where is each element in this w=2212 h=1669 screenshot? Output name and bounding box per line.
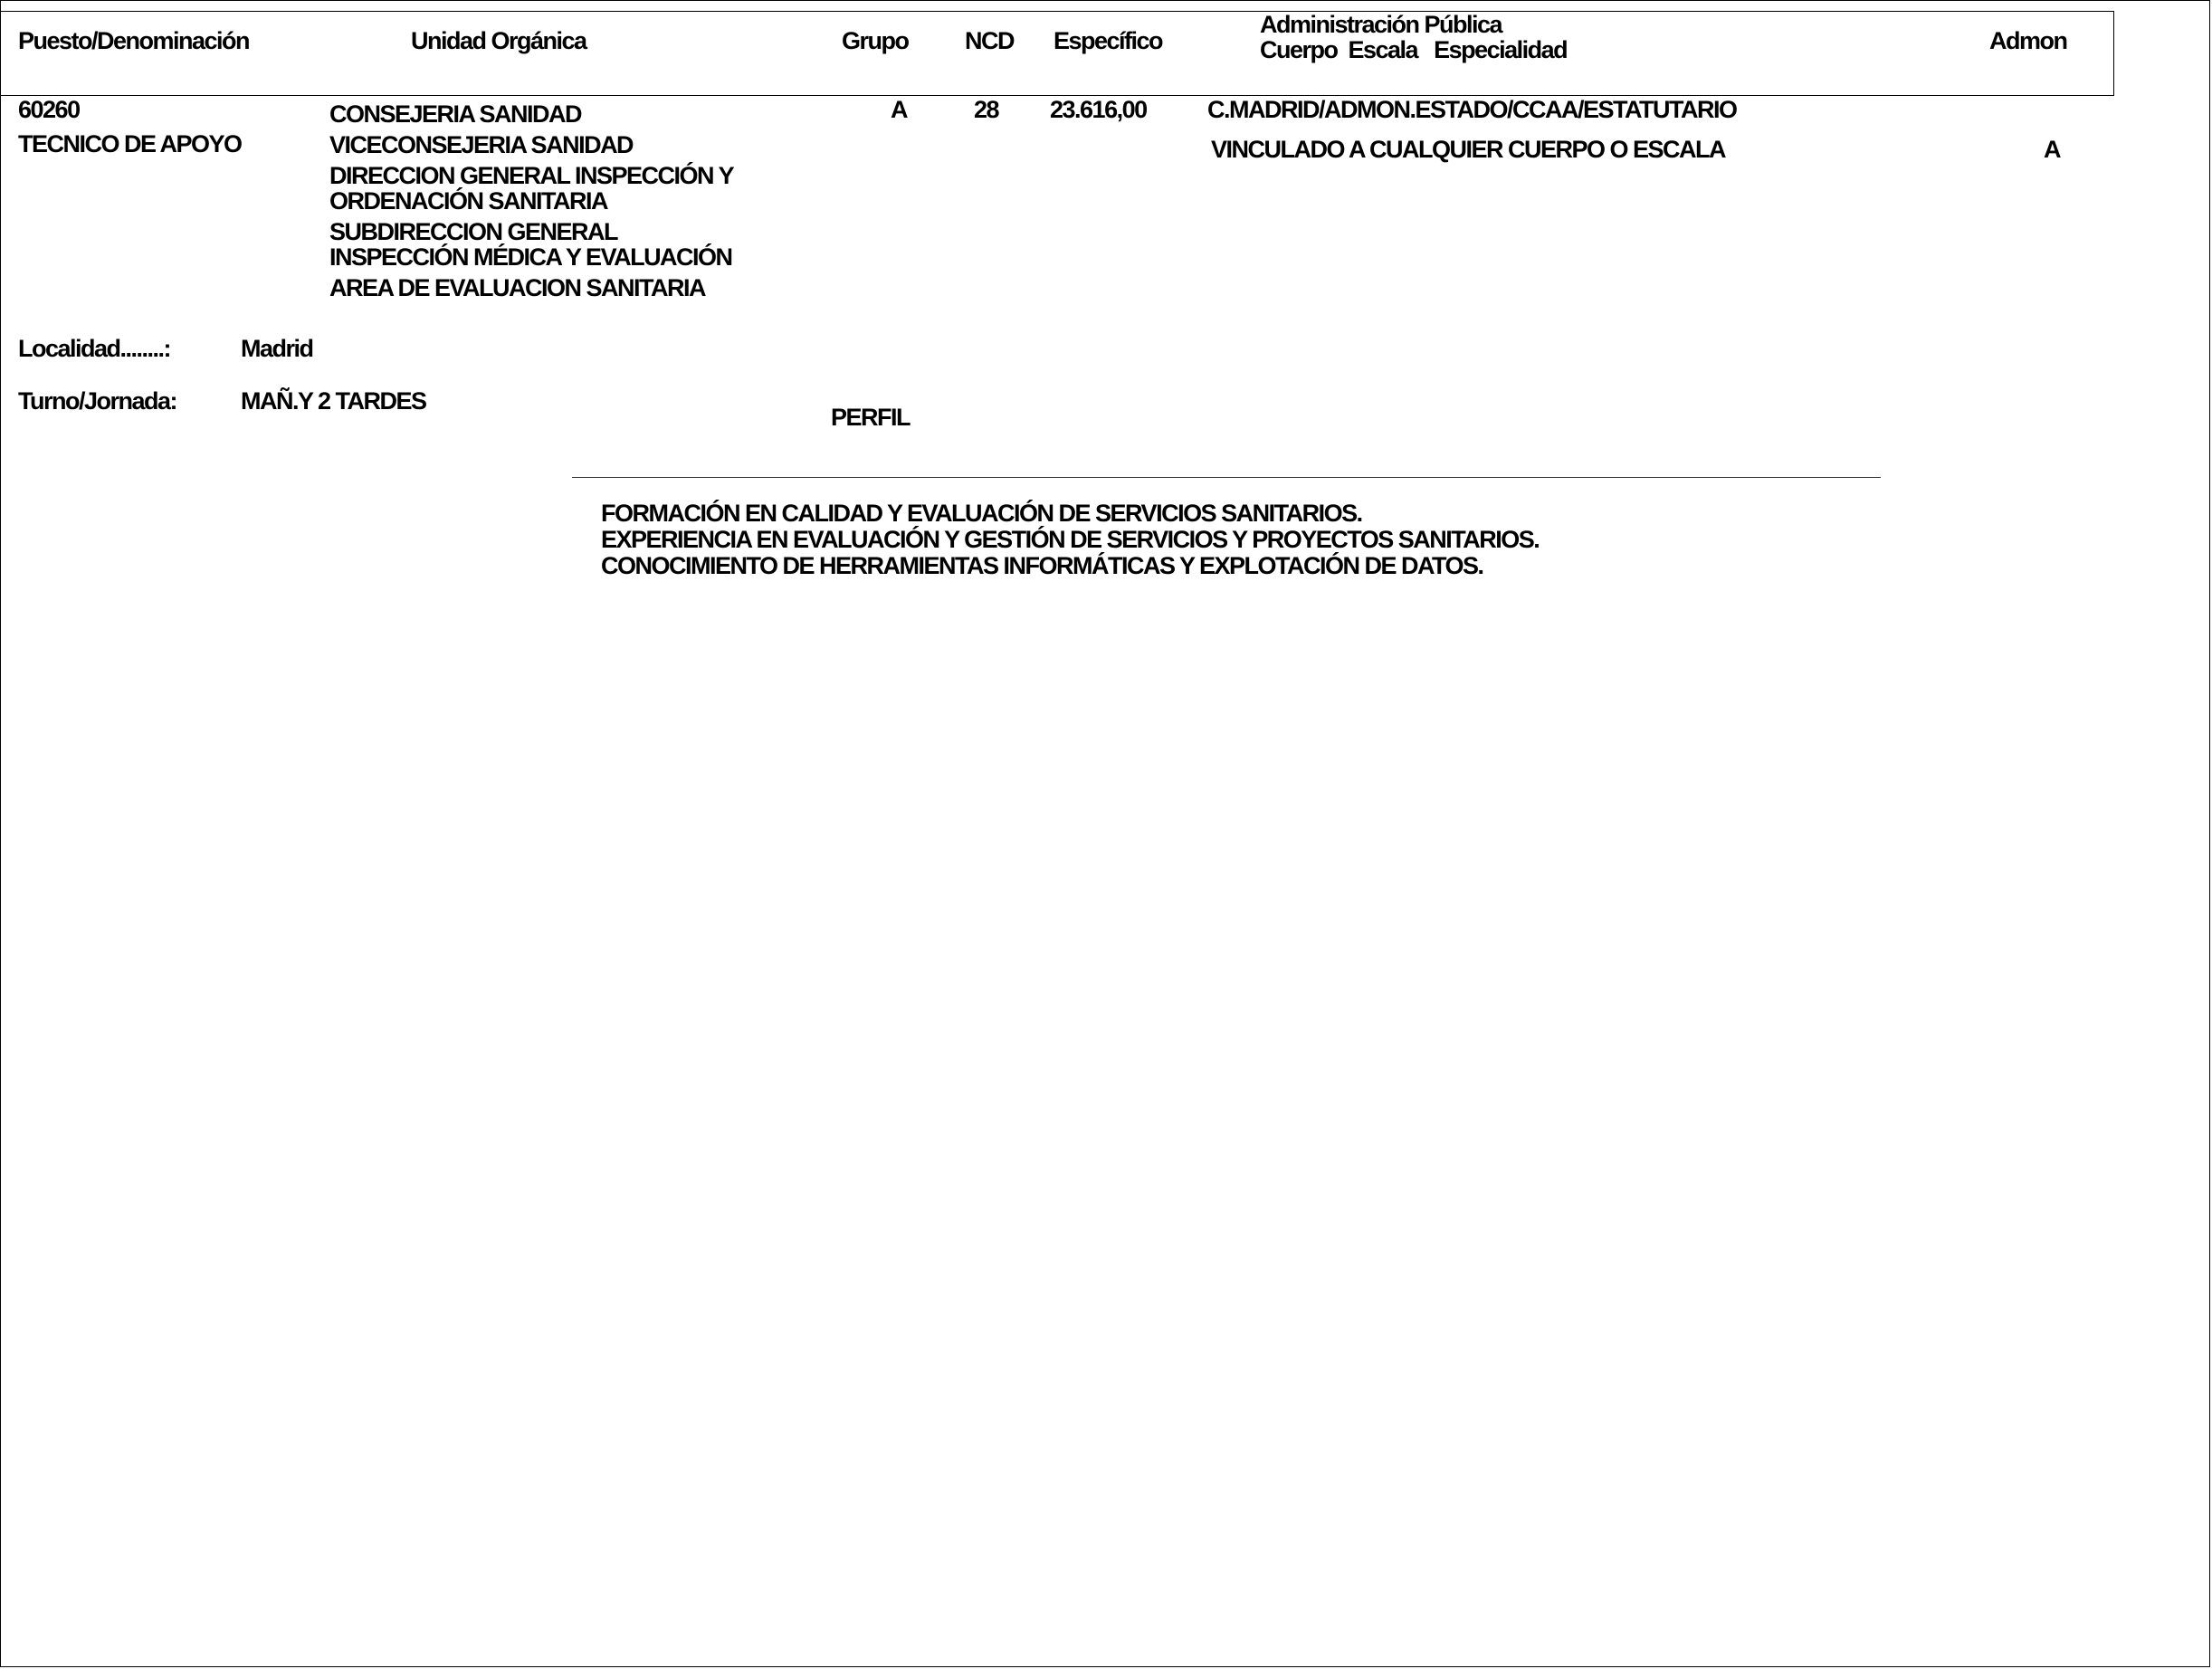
perfil-label: PERFIL: [831, 404, 911, 431]
record-grupo: A: [891, 96, 907, 123]
header-especifico: Específico: [1054, 27, 1163, 54]
unidad-line: CONSEJERIA SANIDAD: [329, 100, 582, 128]
perfil-line: CONOCIMIENTO DE HERRAMIENTAS INFORMÁTICAS Y EXPLOTACIÓN DE DATOS.: [601, 552, 1483, 579]
header-grupo: Grupo: [842, 27, 909, 54]
unidad-line: AREA DE EVALUACION SANITARIA: [329, 274, 706, 301]
perfil-text: [601, 501, 1539, 579]
record-admon: A: [2044, 136, 2060, 163]
unidad-line: VICECONSEJERIA SANIDAD: [329, 131, 634, 158]
record-codigo: 60260: [18, 96, 80, 123]
record-unidad-organica: [329, 101, 733, 300]
record-especifico: 23.616,00: [1050, 96, 1147, 123]
unidad-line: ORDENACIÓN SANITARIA: [329, 187, 607, 215]
perfil-line: FORMACIÓN EN CALIDAD Y EVALUACIÓN DE SERVICIOS SANITARIOS.: [601, 500, 1362, 527]
header-puesto: Puesto/Denominación: [18, 27, 250, 54]
turno-label: Turno/Jornada:: [18, 387, 177, 415]
localidad-label: Localidad........:: [18, 335, 171, 362]
header-unidad: Unidad Orgánica: [411, 27, 586, 54]
unidad-line: SUBDIRECCION GENERAL: [329, 218, 618, 245]
header-cuerpo-escala: Cuerpo Escala Especialidad: [1260, 36, 1568, 63]
localidad-value: Madrid: [241, 335, 313, 362]
header-admon: Admon: [1989, 27, 2067, 54]
unidad-line: INSPECCIÓN MÉDICA Y EVALUACIÓN: [329, 243, 732, 271]
record-cuerpo: VINCULADO A CUALQUIER CUERPO O ESCALA: [1211, 136, 1726, 163]
record-ncd: 28: [974, 96, 999, 123]
record-administracion: C.MADRID/ADMON.ESTADO/CCAA/ESTATUTARIO: [1207, 96, 1737, 123]
header-ncd: NCD: [965, 27, 1014, 54]
perfil-line: EXPERIENCIA EN EVALUACIÓN Y GESTIÓN DE SERVICIOS Y PROYECTOS SANITARIOS.: [601, 526, 1540, 553]
turno-value: MAÑ.Y 2 TARDES: [241, 387, 426, 415]
header-admin-publica: Administración Pública: [1260, 11, 1502, 38]
perfil-divider: [572, 477, 1881, 478]
unidad-line: DIRECCION GENERAL INSPECCIÓN Y: [329, 162, 734, 189]
record-denominacion: TECNICO DE APOYO: [18, 130, 242, 157]
